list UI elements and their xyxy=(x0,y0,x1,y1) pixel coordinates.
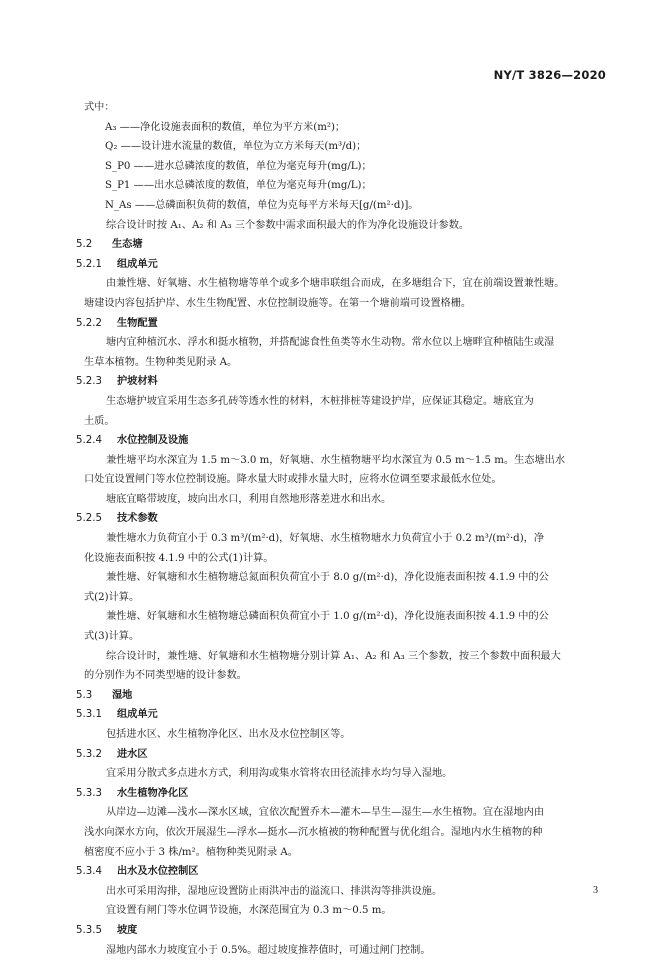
text-line: 植密度不应小于 3 株/m²。植物种类见附录 A。 xyxy=(84,846,298,858)
text-line: 口处宜设置闸门等水位控制设施。降水量大时或排水量大时，应将水位调至要求最低水位处。 xyxy=(84,474,502,486)
subsection-heading xyxy=(76,784,608,804)
heading-title: 进水区 xyxy=(117,748,148,760)
subsection-heading xyxy=(76,314,608,334)
paragraph-line: 宜设置有闸门等水位调节设施，水深范围宜为 0.3 m～0.5 m。 xyxy=(106,905,392,917)
paragraph-line: 出水可采用沟排，湿地应设置防止雨洪冲击的溢流口、排洪沟等排洪设施。 xyxy=(106,885,443,897)
heading-title: 出水及水位控制区 xyxy=(117,866,199,878)
section-heading xyxy=(76,235,608,255)
text-line: 生草本植物。生物种类见附录 A。 xyxy=(84,356,238,368)
text-line: 浅水向深水方向，依次开展湿生—浮水—挺水—沉水植被的物种配置与优化组合。湿地内水生植物的种 xyxy=(84,826,543,838)
subsection-heading xyxy=(76,705,608,725)
text-line: 的分别作为不同类型塘的设计参数。 xyxy=(84,670,247,682)
heading-title: 生态塘 xyxy=(112,239,143,251)
page-number: 3 xyxy=(593,885,598,896)
paragraph-line: 兼性塘水力负荷宜小于 0.3 m³/(m²·d)，好氧塘、水生植物塘水力负荷宜小于 0.2 m³/(m²·d)，净 xyxy=(106,533,545,545)
paragraph-line: 兼性塘、好氧塘和水生植物塘总氮面积负荷宜小于 8.0 g/(m²·d)，净化设施表面积按 4.1.9 中的公 xyxy=(106,572,549,584)
document-body xyxy=(76,98,608,960)
heading-title: 水位控制及设施 xyxy=(117,435,189,447)
heading-number: 5.2.4 xyxy=(76,435,102,447)
text-line: 式(3)计算。 xyxy=(84,631,140,643)
subsection-heading xyxy=(76,509,608,529)
heading-title: 生物配置 xyxy=(117,317,158,329)
variable-definition: S_P0 ——进水总磷浓度的数值，单位为毫克每升(mg/L)； xyxy=(105,160,372,172)
heading-number: 5.2.2 xyxy=(76,317,102,329)
variable-definition: N_As ——总磷面积负荷的数值，单位为克每平方米每天[g/(m²·d)]。 xyxy=(105,199,419,211)
heading-number: 5.2 xyxy=(76,239,93,251)
text-line: 土质。 xyxy=(84,415,115,427)
paragraph-line: 宜采用分散式多点进水方式，利用沟或集水管将农田径流排水均匀导入湿地。 xyxy=(106,768,453,780)
paragraph-line: 兼性塘平均水深宜为 1.5 m～3.0 m，好氧塘、水生植物塘平均水深宜为 0.5 m～1.5 m。生态塘出水 xyxy=(106,454,566,466)
variable-definition: Q₂ ——设计进水流量的数值，单位为立方米每天(m³/d)； xyxy=(105,141,367,153)
paragraph-line: 塘内宜种植沉水、浮水和挺水植物，并搭配滤食性鱼类等水生动物。常水位以上塘畔宜种植陆生或湿 xyxy=(106,337,555,349)
heading-number: 5.3.2 xyxy=(76,748,102,760)
subsection-heading xyxy=(76,921,608,941)
subsection-heading xyxy=(76,745,608,765)
paragraph-line: 湿地内部水力坡度宜小于 0.5%。超过坡度推荐值时，可通过闸门控制。 xyxy=(106,944,431,956)
subsection-heading xyxy=(76,255,608,275)
paragraph-line: 由兼性塘、好氧塘、水生植物塘等单个或多个塘串联组合而成，在多塘组合下，宜在前端设置兼性塘。 xyxy=(106,278,565,290)
subsection-heading xyxy=(76,372,608,392)
paragraph-line: 兼性塘、好氧塘和水生植物塘总磷面积负荷宜小于 1.0 g/(m²·d)，净化设施表面积按 4.1.9 中的公 xyxy=(106,611,549,623)
heading-number: 5.3.4 xyxy=(76,866,102,878)
heading-title: 水生植物净化区 xyxy=(117,787,189,799)
heading-title: 湿地 xyxy=(112,689,133,701)
heading-number: 5.2.3 xyxy=(76,376,102,388)
paragraph-line: 从岸边—边滩—浅水—深水区域，宜依次配置乔木—灌木—旱生—湿生—水生植物。宜在湿地内由 xyxy=(106,807,545,819)
heading-title: 组成单元 xyxy=(117,258,158,270)
text-line: 化设施表面积按 4.1.9 中的公式(1)计算。 xyxy=(84,552,274,564)
heading-number: 5.3 xyxy=(76,689,93,701)
heading-title: 组成单元 xyxy=(117,709,158,721)
heading-title: 技术参数 xyxy=(117,513,158,525)
variable-definition: S_P1 ——出水总磷浓度的数值，单位为毫克每升(mg/L)； xyxy=(105,180,372,192)
text-line: 式(2)计算。 xyxy=(84,591,140,603)
variable-definition: A₃ ——净化设施表面积的数值，单位为平方米(m²)； xyxy=(105,121,346,133)
paragraph-line: 综合设计时，兼性塘、好氧塘和水生植物塘分别计算 A₁、A₂ 和 A₃ 三个参数，按三个参数中面积最大 xyxy=(106,650,561,662)
heading-number: 5.3.1 xyxy=(76,709,102,721)
text-line: 塘建设内容包括护岸、水生生物配置、水位控制设施等。在第一个塘前端可设置格栅。 xyxy=(84,297,472,309)
heading-number: 5.2.5 xyxy=(76,513,102,525)
heading-number: 5.3.5 xyxy=(76,924,102,936)
text-line: 式中： xyxy=(84,102,115,113)
section-heading xyxy=(76,686,608,706)
standard-code: NY/T 3826—2020 xyxy=(493,68,606,82)
paragraph-line: 塘底宜略带坡度，坡向出水口，利用自然地形落差进水和出水。 xyxy=(106,493,392,505)
subsection-heading xyxy=(76,862,608,882)
paragraph-line: 包括进水区、水生植物净化区、出水及水位控制区等。 xyxy=(106,729,351,740)
heading-title: 护坡材料 xyxy=(117,376,158,388)
paragraph-line: 综合设计时按 A₁、A₂ 和 A₃ 三个参数中需求面积最大的作为净化设施设计参数。 xyxy=(106,219,470,231)
heading-number: 5.2.1 xyxy=(76,258,102,270)
paragraph-line: 生态塘护坡宜采用生态多孔砖等透水性的材料，木桩排桩等建设护岸，应保证其稳定。塘底宜为 xyxy=(106,395,534,407)
subsection-heading xyxy=(76,431,608,451)
heading-title: 坡度 xyxy=(117,924,138,936)
heading-number: 5.3.3 xyxy=(76,787,102,799)
